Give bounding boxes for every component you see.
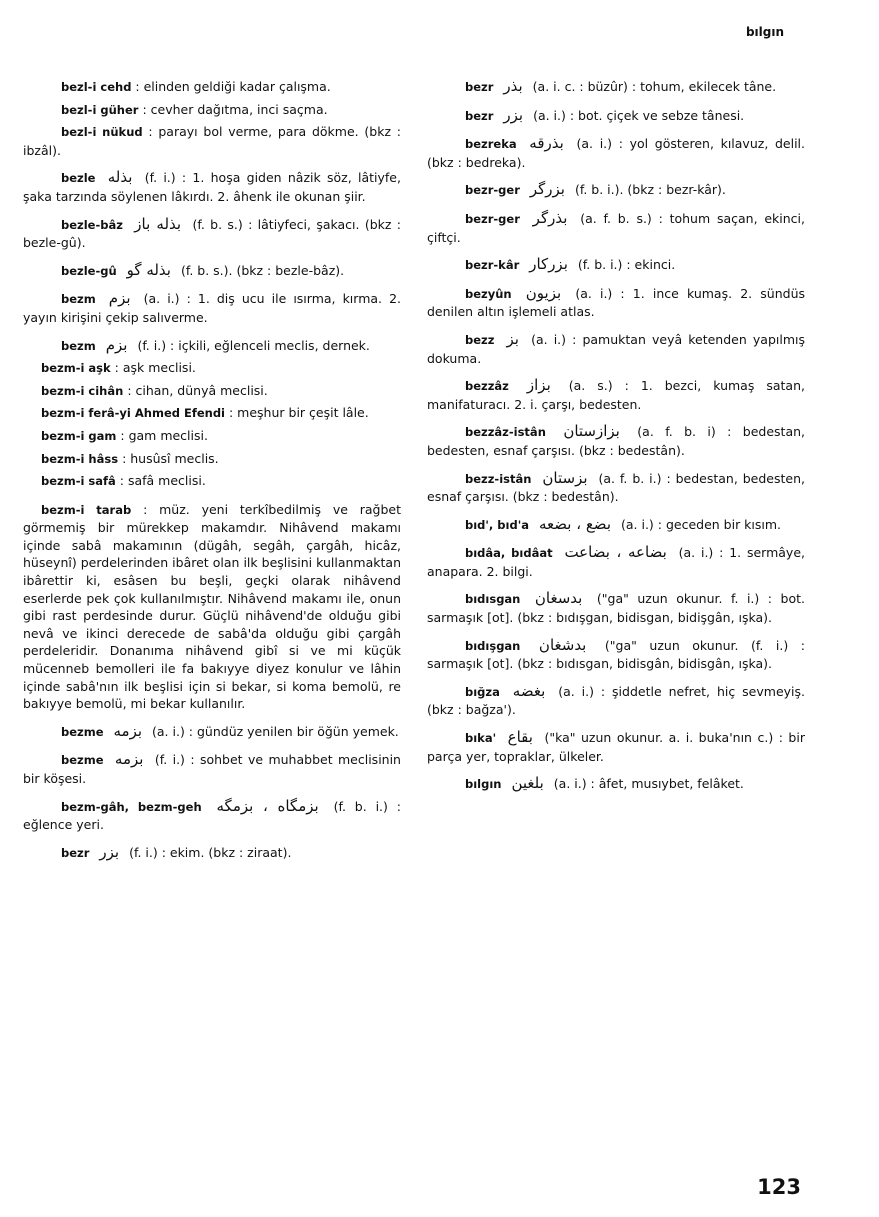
entry-definition: (a. i.) : 1. ince kumaş. 2. sündüs denilen altın işlemeli atlas. (427, 285, 805, 320)
dictionary-entry (427, 516, 805, 535)
entry-definition: (a. f. b. s.) : tohum saçan, ekinci, çiftçi. (427, 210, 805, 245)
entry-headword: bezm-i safâ (41, 474, 116, 489)
entry-arabic-script: بزر (503, 105, 524, 124)
dictionary-entry (23, 262, 401, 281)
entry-headword: bezl-i nükud (61, 125, 143, 140)
entry-arabic-script: بزمه (113, 721, 143, 740)
entry-headword: bezr-kâr (465, 258, 520, 273)
entry-definition: (a. i.) : âfet, musıybet, felâket. (553, 776, 744, 792)
dictionary-entry (23, 751, 401, 787)
entry-headword: bezzâz (465, 379, 509, 394)
entry-headword: bezyûn (465, 286, 512, 301)
entry-arabic-script: بغضه (512, 681, 546, 700)
entry-arabic-script: بذله باز (134, 214, 182, 233)
dictionary-entry (427, 637, 805, 673)
entry-arabic-script: بذرگر (532, 208, 568, 227)
entry-arabic-script: بدشغان (538, 635, 587, 654)
entry-headword: bezr-ger (465, 211, 520, 226)
entry-headword: bezle-gû (61, 263, 117, 278)
entry-definition: : elinden geldiği kadar çalışma. (135, 79, 331, 94)
entry-definition: (a. i.) : geceden bir kısım. (620, 516, 782, 532)
dictionary-entry (427, 107, 805, 126)
entry-arabic-script: بزاز (526, 376, 551, 395)
entry-definition: (a. i.) : yol gösteren, kılavuz, delil. (bkz : bedreka). (427, 136, 805, 170)
entry-arabic-script: بزر (99, 842, 120, 861)
entry-headword: bezreka (465, 137, 517, 152)
dictionary-entry (23, 359, 401, 378)
entry-definition: (a. i.) : gündüz yenilen bir öğün yemek. (152, 723, 399, 739)
entry-definition: : müz. yeni terkîbedilmiş ve rağbet görmemiş bir mürekkep makamdır. Nihâvend makamı içinde sabâ makamının (dügâh, segâh, çargâh, hicâz, hüseynî) perdelerinden ibâret olan ilk beşlisini kullanmaktan ibârettir ki, esâsen bu beşli, geçki olarak nihâvend eserlerde pek çok kullanılmıştır. Nihâvend makamı ile, onun gibi rast perdesinde durur. Güçlü nihâvend'de olduğu gibi nevâ ve ikinci derecede de sabâ'da olduğu gibi çargâh perdeleridir. Donanıma nihâvend gibî si ve mi küçük mücenneb bemolleri ile fa bakıyye diyez konulur ve lâhin içinde sabâ'nın ilk beşlisi için si bekar, si koma bemolü, re bakıyye bemolü, mi bekar kullanılır. (23, 501, 402, 712)
entry-definition: : cihan, dünyâ meclisi. (127, 382, 268, 398)
entry-definition: (f. b. i.). (bkz : bezr-kâr). (574, 182, 726, 198)
dictionary-entry (427, 377, 805, 413)
dictionary-entry (427, 181, 805, 200)
dictionary-entry (427, 470, 805, 506)
dictionary-entry (23, 472, 401, 491)
entry-headword: bezle (61, 171, 96, 186)
entry-definition: ("ka" uzun okunur. a. i. buka'nın c.) : bir parça yer, topraklar, ülkeler. (427, 730, 805, 764)
dictionary-entry (23, 290, 401, 326)
entry-arabic-script: بزركار (529, 255, 568, 274)
entry-definition: (f. b. s.). (bkz : bezle-bâz). (180, 262, 345, 278)
entry-definition: (a. i.) : pamuktan veyâ ketenden yapılmış dokuma. (427, 331, 805, 366)
entry-headword: bezm-gâh, bezm-geh (61, 799, 202, 814)
entry-arabic-script: بزرگر (529, 180, 565, 199)
entry-definition: (a. i.) : şiddetle nefret, hiç sevmeyiş. (bkz : bağza'). (427, 683, 805, 718)
dictionary-entry (427, 683, 805, 719)
entry-definition: : husûsî meclis. (122, 450, 219, 466)
entry-definition: : cevher dağıtma, inci saçma. (142, 101, 328, 117)
dictionary-entry (23, 78, 401, 97)
entry-definition: : gam meclisi. (120, 427, 208, 443)
entry-arabic-script: بقاع (507, 728, 533, 747)
entry-headword: bezr (465, 108, 494, 123)
entry-arabic-script: بذرقه (529, 134, 564, 153)
entry-definition: : parayı bol verme, para dökme. (bkz : ibzâl). (23, 124, 401, 158)
dictionary-entry (427, 285, 805, 321)
dictionary-entry (23, 216, 401, 252)
entry-headword: bezm-i ferâ-yi Ahmed Efendi (41, 406, 225, 421)
entry-headword: bezm-i cihân (41, 383, 124, 398)
entry-headword: bezr-ger (465, 183, 520, 198)
dictionary-entry (23, 123, 401, 159)
entry-definition: (a. f. b. i.) : bedestan, bedesten, esnaf çarşısı. (bkz : bedestân). (427, 470, 805, 505)
left-column (23, 78, 401, 872)
entry-arabic-script: بضع ، بضعه (538, 514, 611, 533)
dictionary-entry (427, 135, 805, 171)
entry-arabic-script: بضاعه ، بضاعت (564, 543, 667, 562)
entry-arabic-script: بزمگاه ، بزمگه (216, 796, 319, 815)
dictionary-entry (427, 78, 805, 97)
entry-definition: (a. f. b. i) : bedestan, bedesten, esnaf çarşısı. (bkz : bedestân). (427, 424, 805, 458)
entry-definition: (a. i.) : 1. diş ucu ile ısırma, kırma. 2. yayın kirişini çekip salıverme. (23, 291, 402, 325)
dictionary-entry (23, 723, 401, 742)
entry-definition: (f. i.) : içkili, eğlenceli meclis, dernek. (137, 337, 370, 353)
entry-arabic-script: بذله (107, 168, 133, 187)
entry-definition: (a. i. c. : büzûr) : tohum, ekilecek tâne. (532, 79, 777, 94)
dictionary-entry (427, 729, 805, 765)
entry-arabic-script: بزازستان (563, 422, 620, 441)
entry-headword: bezzâz-istân (465, 425, 546, 440)
entry-definition: (f. b. i.) : ekinci. (577, 257, 676, 273)
entry-headword: bıdısgan (465, 592, 521, 607)
right-column (427, 78, 805, 804)
entry-headword: bezl-i cehd (61, 80, 132, 94)
dictionary-entry (427, 423, 805, 459)
dictionary-entry (427, 210, 805, 246)
entry-headword: bezm-i gam (41, 428, 117, 443)
entry-headword: bılgın (465, 777, 502, 792)
entry-headword: bıka' (465, 731, 497, 746)
dictionary-entry (23, 382, 401, 401)
entry-arabic-script: بلغين (511, 774, 544, 793)
dictionary-entry (23, 844, 401, 863)
dictionary-entry (23, 798, 401, 834)
entry-headword: bığza (465, 684, 500, 699)
dictionary-entry (23, 337, 401, 356)
entry-definition: : aşk meclisi. (114, 360, 196, 376)
entry-headword: bezz (465, 332, 495, 347)
entry-headword: bezle-bâz (61, 217, 123, 232)
entry-headword: bıdâa, bıdâat (465, 546, 553, 561)
entry-headword: bezme (61, 724, 104, 739)
entry-arabic-script: بزمه (114, 750, 144, 769)
dictionary-entry (23, 169, 401, 205)
entry-arabic-script: بذر (503, 77, 523, 95)
entry-headword: bezm-i tarab (41, 502, 132, 517)
entry-headword: bezl-i güher (61, 102, 139, 117)
entry-headword: bezr (465, 80, 494, 94)
dictionary-entry (427, 590, 805, 626)
entry-definition: : safâ meclisi. (119, 473, 206, 489)
dictionary-entry (23, 450, 401, 469)
entry-arabic-script: بزم (108, 289, 131, 308)
entry-arabic-script: بزيون (525, 283, 562, 302)
entry-definition: ("ga" uzun okunur. (f. i.) : sarmaşık [ot]. (bkz : bıdısgan, bidisgân, bidisgân, ışka). (427, 637, 805, 672)
entry-definition: (a. i.) : 1. sermâye, anapara. 2. bilgi. (427, 545, 805, 579)
dictionary-entry (427, 775, 805, 794)
entry-definition: (a. s.) : 1. bezci, kumaş satan, manifaturacı. 2. i. çarşı, bedesten. (427, 378, 805, 412)
entry-headword: bezz-istân (465, 471, 532, 486)
entry-definition: (f. b. s.) : lâtiyfeci, şakacı. (bkz : bezle-gû). (23, 216, 402, 251)
dictionary-entry (23, 101, 401, 120)
entry-headword: bezm (61, 338, 96, 353)
entry-headword: bıdışgan (465, 638, 521, 653)
entry-definition: (f. i.) : ekim. (bkz : ziraat). (129, 844, 292, 860)
dictionary-entry (23, 501, 401, 713)
entry-headword: bezm-i hâss (41, 451, 119, 466)
entry-arabic-script: بز (506, 329, 519, 348)
entry-arabic-script: بزستان (542, 468, 588, 487)
dictionary-entry (427, 256, 805, 275)
entry-arabic-script: بذله گو (126, 260, 171, 279)
entry-arabic-script: بزم (105, 335, 128, 354)
entry-headword: bıd', bıd'a (465, 517, 529, 532)
page-number: 123 (757, 1175, 801, 1199)
entry-definition: ("ga" uzun okunur. f. i.) : bot. sarmaşık [ot]. (bkz : bıdışgan, bidisgan, bidişgân, ışka). (427, 591, 805, 626)
dictionary-entry (427, 544, 805, 580)
entry-headword: bezme (61, 753, 104, 768)
dictionary-entry (23, 427, 401, 446)
entry-definition: (f. i.) : 1. hoşa giden nâzik söz, lâtiyfe, şaka tarzında söylenen lâkırdı. 2. âhenk ile okunan şiir. (23, 170, 401, 204)
entry-definition: (f. i.) : sohbet ve muhabbet meclisinin bir köşesi. (23, 752, 401, 786)
dictionary-entry (23, 404, 401, 423)
entry-definition: : meşhur bir çeşit lâle. (228, 405, 369, 421)
running-header: bılgın (745, 25, 784, 39)
entry-definition: (f. b. i.) : eğlence yeri. (23, 798, 401, 833)
dictionary-entry (427, 331, 805, 367)
entry-definition: (a. i.) : bot. çiçek ve sebze tânesi. (533, 107, 745, 123)
entry-arabic-script: بدسغان (534, 589, 583, 608)
entry-headword: bezr (61, 845, 90, 860)
entry-headword: bezm (61, 292, 96, 307)
entry-headword: bezm-i aşk (41, 361, 111, 376)
